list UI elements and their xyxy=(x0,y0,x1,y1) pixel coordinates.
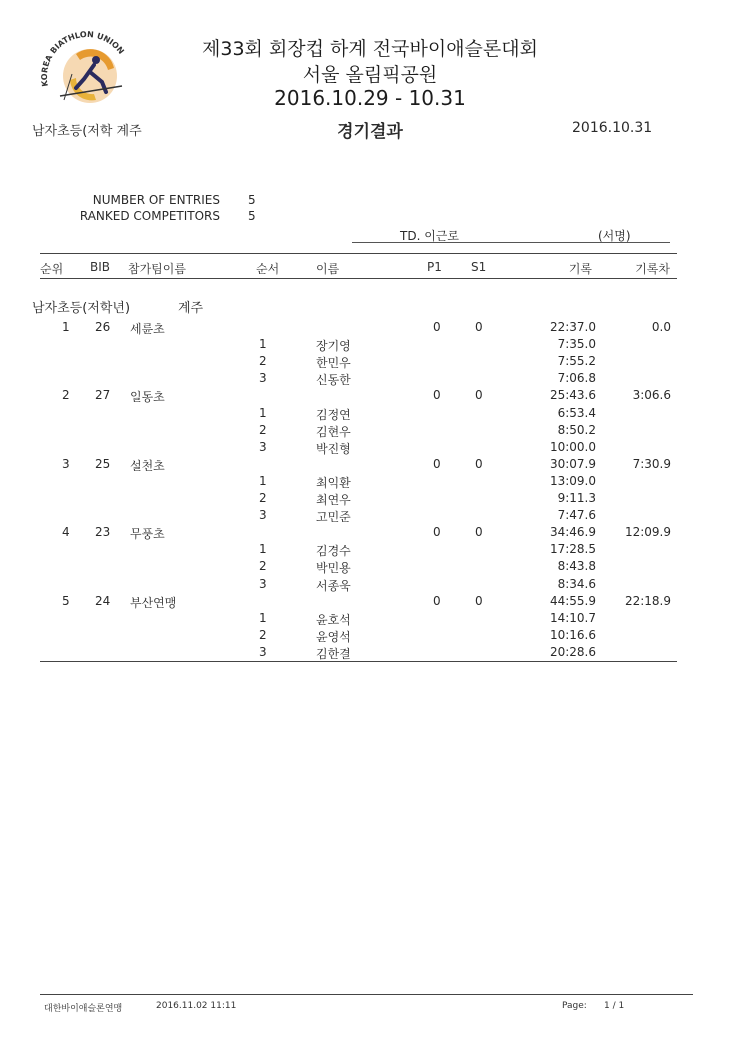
category-label: 남자초등(저학 계주 xyxy=(32,124,142,139)
member-row xyxy=(0,440,740,457)
col-rank: 순위 xyxy=(40,262,64,276)
document-date: 2016.10.31 xyxy=(572,120,653,136)
col-p1: P1 xyxy=(427,260,442,274)
member-time: 8:43.8 xyxy=(557,559,596,574)
member-order: 1 xyxy=(259,405,267,420)
team-row xyxy=(0,388,740,405)
member-time: 7:06.8 xyxy=(557,371,596,386)
member-time: 6:53.4 xyxy=(557,405,596,420)
team-time: 22:37.0 xyxy=(549,320,596,334)
team-row xyxy=(0,594,740,611)
team-name: 무풍초 xyxy=(130,527,165,542)
team-row xyxy=(0,525,740,542)
member-order: 1 xyxy=(259,610,267,625)
table-bottom-rule xyxy=(40,661,677,662)
technical-delegate: TD. 이근로 xyxy=(400,229,459,243)
team-name: 설천초 xyxy=(130,458,165,473)
signature-label: (서명) xyxy=(598,229,631,243)
team-row xyxy=(0,457,740,474)
member-row xyxy=(0,423,740,440)
team-name: 부산연맹 xyxy=(130,595,177,610)
member-time: 7:47.6 xyxy=(557,508,596,523)
member-name: 최연우 xyxy=(316,493,351,507)
member-row xyxy=(0,611,740,628)
member-time: 7:35.0 xyxy=(557,337,596,352)
member-row xyxy=(0,491,740,508)
member-row xyxy=(0,542,740,559)
event-venue: 서울 올림픽공원 xyxy=(302,64,438,86)
header-top-rule xyxy=(40,253,677,254)
team-p1: 0 xyxy=(433,525,441,540)
team-rank: 3 xyxy=(62,456,70,471)
team-bib: 27 xyxy=(95,388,111,403)
member-time: 13:09.0 xyxy=(549,473,596,488)
footer-org: 대한바이애슬론연맹 xyxy=(44,1004,123,1014)
team-time: 44:55.9 xyxy=(549,593,596,608)
member-name: 신동한 xyxy=(316,373,351,388)
col-order: 순서 xyxy=(256,262,280,276)
member-time: 17:28.5 xyxy=(549,542,596,557)
member-row xyxy=(0,645,740,662)
team-time: 25:43.6 xyxy=(549,388,596,403)
ranked-label: RANKED COMPETITORS xyxy=(79,209,220,223)
member-name: 고민준 xyxy=(316,510,351,525)
member-order: 2 xyxy=(259,491,267,505)
footer-page-label: Page: xyxy=(562,1001,587,1011)
team-diff: 12:09.9 xyxy=(624,525,671,540)
member-name: 한민우 xyxy=(316,356,351,371)
team-diff: 0.0 xyxy=(651,320,671,334)
team-rank: 1 xyxy=(62,320,70,334)
member-order: 1 xyxy=(259,473,267,488)
team-diff: 3:06.6 xyxy=(632,388,671,403)
member-row xyxy=(0,474,740,491)
team-diff: 22:18.9 xyxy=(624,593,671,608)
member-name: 김한결 xyxy=(316,646,351,661)
col-diff: 기록차 xyxy=(635,262,670,276)
member-name: 김현우 xyxy=(316,424,351,439)
member-name: 김경수 xyxy=(316,544,351,559)
member-name: 윤영석 xyxy=(316,629,351,644)
col-team: 참가팀이름 xyxy=(128,262,186,276)
member-row xyxy=(0,577,740,594)
team-time: 30:07.9 xyxy=(549,456,596,471)
team-rank: 5 xyxy=(62,593,70,608)
member-time: 8:34.6 xyxy=(557,576,596,591)
member-row xyxy=(0,354,740,371)
member-row xyxy=(0,371,740,388)
member-row xyxy=(0,337,740,354)
member-order: 1 xyxy=(259,337,267,352)
member-order: 3 xyxy=(259,644,267,659)
team-p1: 0 xyxy=(433,320,441,334)
category-row-type: 계주 xyxy=(178,301,204,316)
team-s1: 0 xyxy=(475,456,483,471)
team-bib: 24 xyxy=(95,593,111,608)
col-bib: BIB xyxy=(90,260,111,274)
member-order: 2 xyxy=(259,422,267,437)
event-dates: 2016.10.29 - 10.31 xyxy=(274,86,466,110)
document-title: 경기결과 xyxy=(337,122,403,142)
member-order: 2 xyxy=(259,559,267,574)
member-row xyxy=(0,508,740,525)
member-order: 1 xyxy=(259,542,267,557)
member-name: 서종욱 xyxy=(316,578,351,593)
member-row xyxy=(0,559,740,576)
member-name: 김정연 xyxy=(316,407,351,422)
team-p1: 0 xyxy=(433,388,441,403)
team-diff: 7:30.9 xyxy=(632,456,671,471)
member-time: 7:55.2 xyxy=(557,354,596,369)
signature-line xyxy=(352,242,670,243)
member-time: 9:11.3 xyxy=(557,491,596,505)
member-time: 8:50.2 xyxy=(557,422,596,437)
col-name: 이름 xyxy=(316,262,340,276)
team-s1: 0 xyxy=(475,525,483,540)
footer-printed: 2016.11.02 11:11 xyxy=(156,1001,237,1011)
team-p1: 0 xyxy=(433,456,441,471)
footer-rule xyxy=(40,994,693,995)
member-name: 박민용 xyxy=(316,561,351,576)
team-name: 일동초 xyxy=(130,390,165,405)
header-bottom-rule xyxy=(40,278,677,279)
col-time: 기록 xyxy=(568,262,592,276)
col-s1: S1 xyxy=(471,260,487,274)
team-rank: 4 xyxy=(62,525,70,540)
member-order: 3 xyxy=(259,371,267,386)
team-bib: 23 xyxy=(95,525,111,540)
member-order: 2 xyxy=(259,354,267,369)
footer-page-value: 1 / 1 xyxy=(604,1001,625,1011)
team-s1: 0 xyxy=(475,320,483,334)
member-name: 윤호석 xyxy=(316,612,351,627)
team-rank: 2 xyxy=(62,388,70,403)
member-time: 10:00.0 xyxy=(549,439,596,454)
member-order: 3 xyxy=(259,439,267,454)
member-row xyxy=(0,628,740,645)
ranked-value: 5 xyxy=(248,209,256,223)
team-time: 34:46.9 xyxy=(549,525,596,540)
team-name: 세륜초 xyxy=(130,322,165,336)
member-name: 박진형 xyxy=(316,441,351,456)
member-order: 3 xyxy=(259,576,267,591)
member-time: 14:10.7 xyxy=(549,610,596,625)
member-time: 10:16.6 xyxy=(549,627,596,642)
team-s1: 0 xyxy=(475,388,483,403)
team-row xyxy=(0,320,740,337)
team-bib: 26 xyxy=(95,320,111,334)
event-title: 제33회 회장컵 하계 전국바이애슬론대회 xyxy=(202,38,538,60)
member-time: 20:28.6 xyxy=(549,644,596,659)
entries-label: NUMBER OF ENTRIES xyxy=(92,193,220,207)
member-order: 2 xyxy=(259,627,267,642)
member-row xyxy=(0,406,740,423)
member-order: 3 xyxy=(259,508,267,523)
member-name: 장기영 xyxy=(316,339,351,354)
logo-text: KOREA BIATHLON UNION xyxy=(39,29,126,88)
team-bib: 25 xyxy=(95,456,111,471)
team-s1: 0 xyxy=(475,593,483,608)
team-p1: 0 xyxy=(433,593,441,608)
category-row-name: 남자초등(저학년) xyxy=(32,301,131,316)
entries-value: 5 xyxy=(248,193,256,207)
member-name: 최익환 xyxy=(316,475,351,490)
